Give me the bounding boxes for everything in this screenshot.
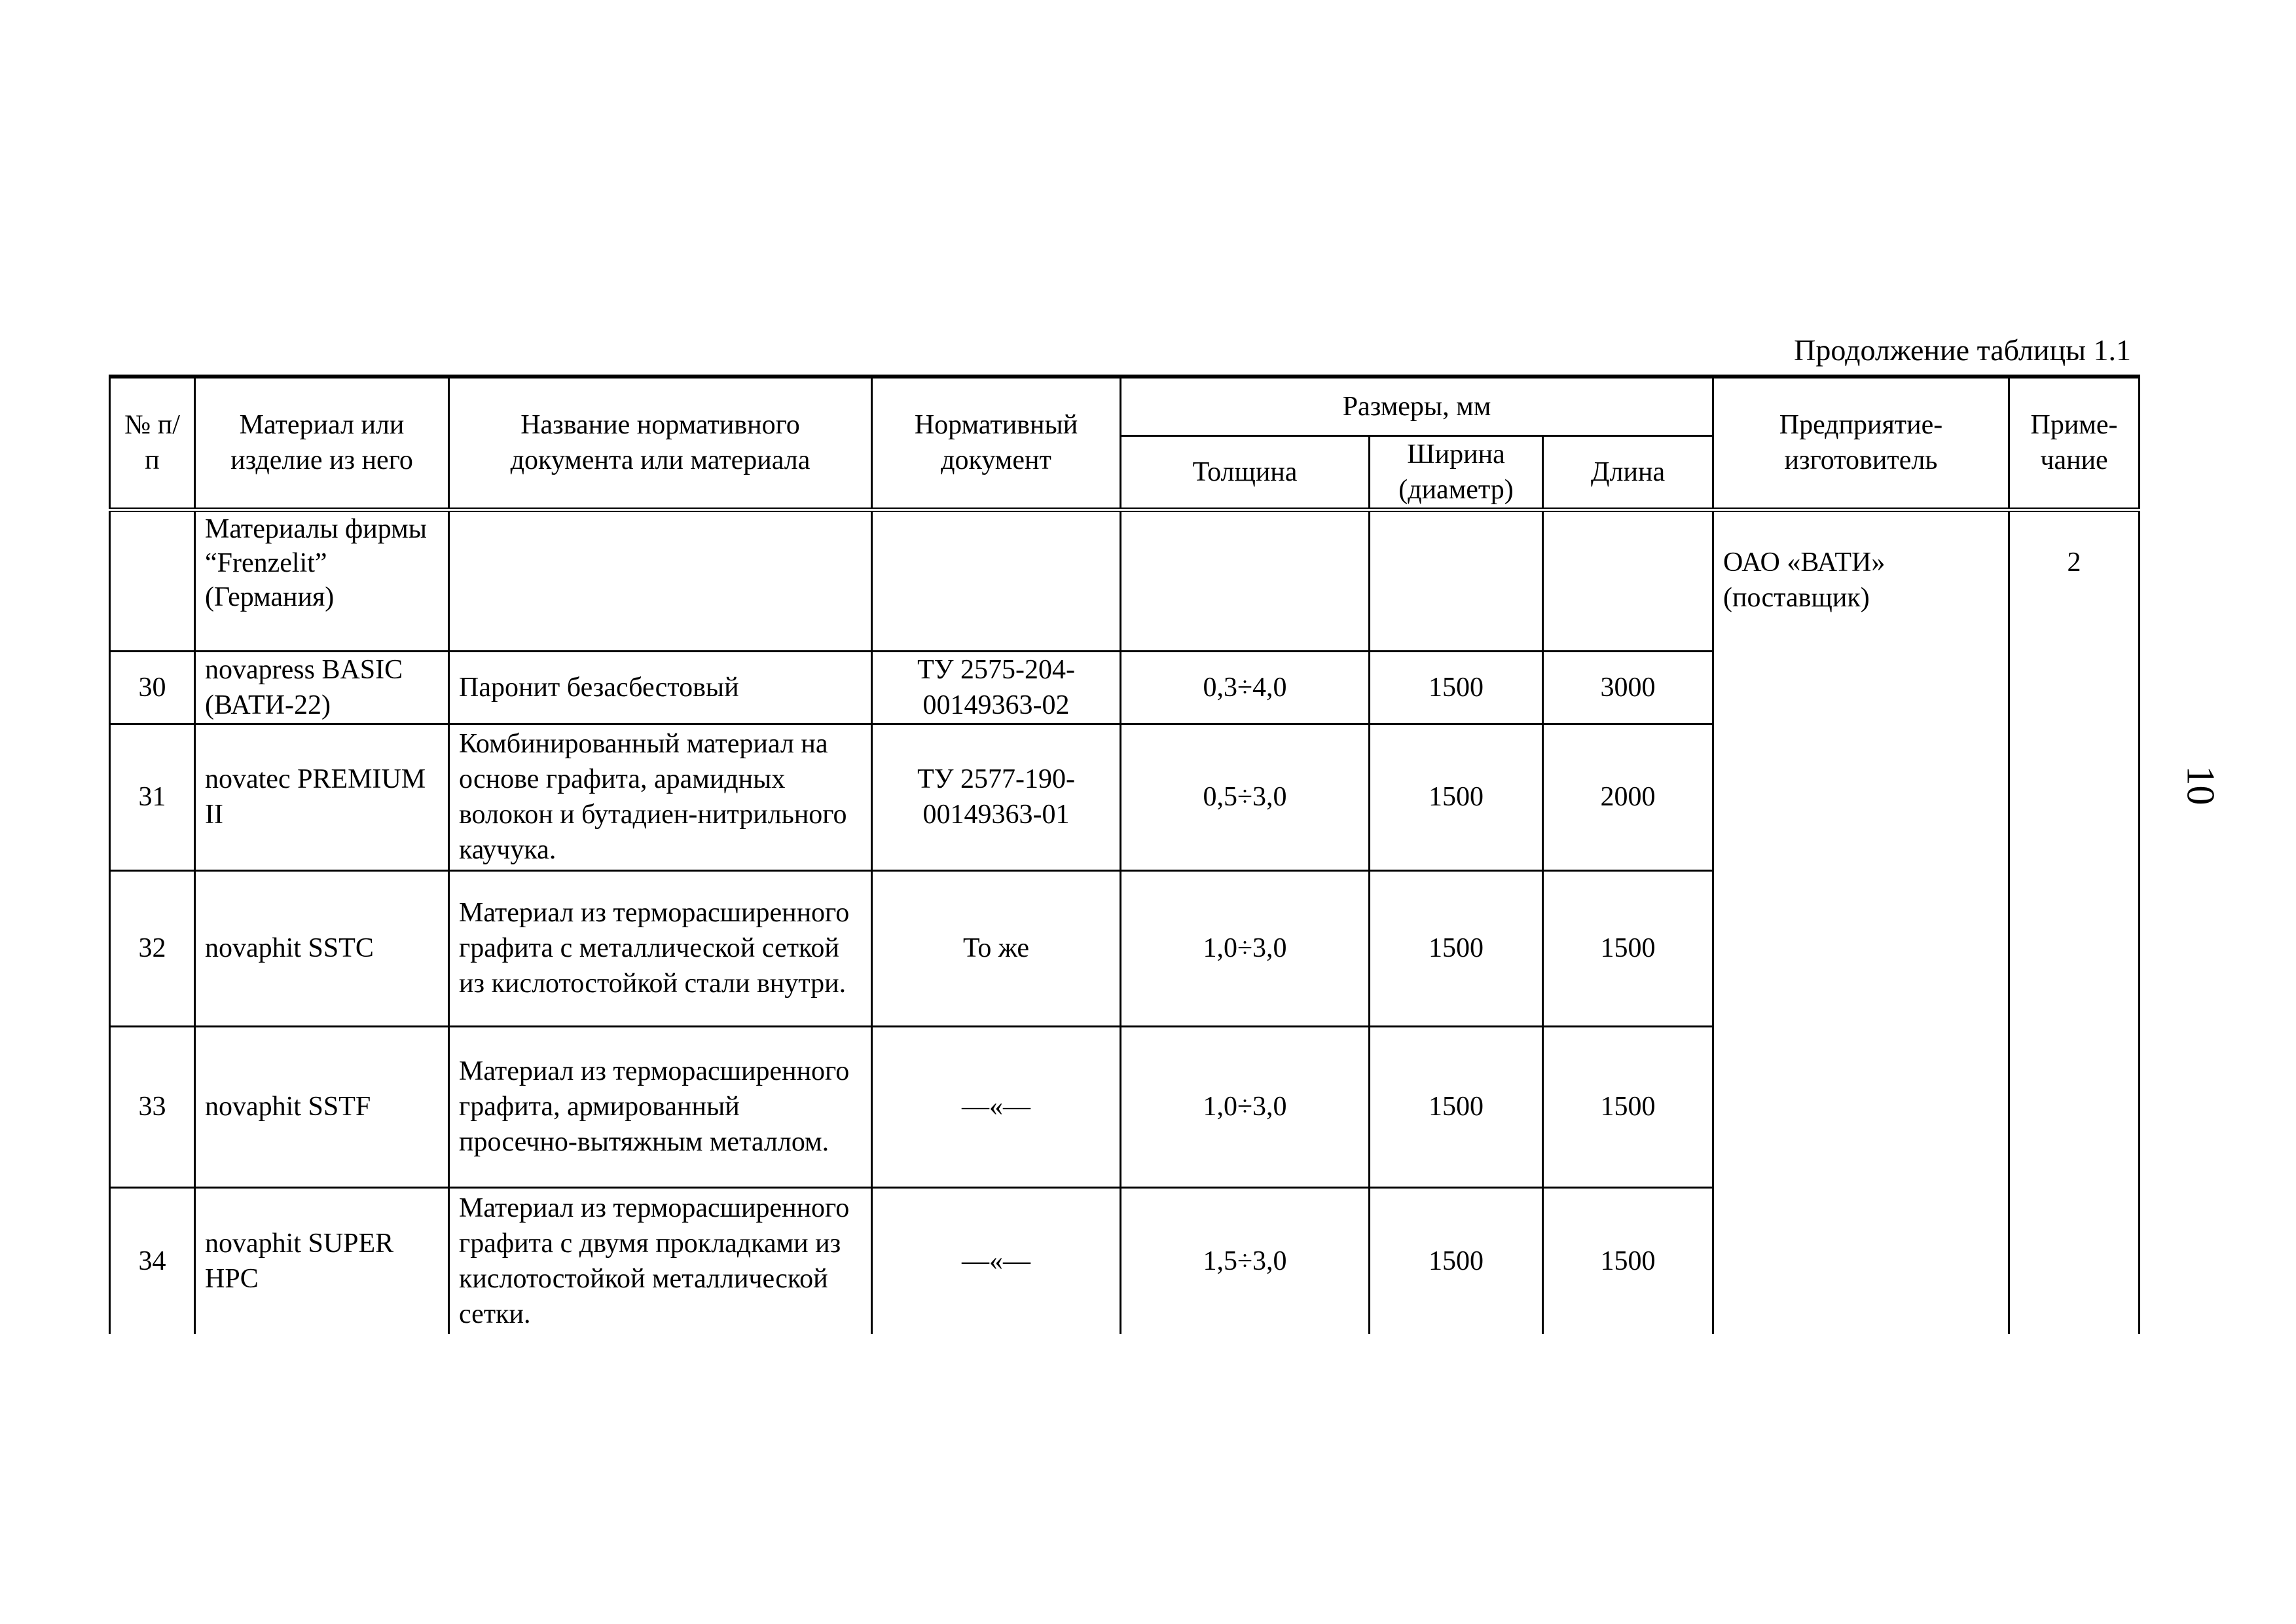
row-material: novapress BASIC (ВАТИ-22) (195, 651, 449, 724)
header-num: № п/п (110, 377, 195, 509)
row-thickness: 1,0÷3,0 (1121, 870, 1370, 1026)
header-width: Ширина (диаметр) (1370, 435, 1543, 509)
row-norm-doc: ТУ 2577-190-00149363-01 (872, 724, 1121, 870)
row-width: 1500 (1370, 724, 1543, 870)
row-material: novatec PREMIUM II (195, 724, 449, 870)
row-length: 2000 (1543, 724, 1713, 870)
row-material: novaphit SSTC (195, 870, 449, 1026)
row-thickness: 1,5÷3,0 (1121, 1187, 1370, 1334)
group-title: Материалы фирмы “Frenzelit” (Германия) (195, 509, 449, 651)
header-note: Приме-чание (2009, 377, 2140, 509)
row-num: 30 (110, 651, 195, 724)
row-doc-name: Материал из терморасширенного графита с металлической сеткой из кислотостойкой стали внутри. (449, 870, 872, 1026)
row-length: 3000 (1543, 651, 1713, 724)
row-length: 1500 (1543, 870, 1713, 1026)
materials-table (109, 375, 2140, 1334)
row-doc-name: Материал из терморасширенного графита, армированный просечно-вытяжным металлом. (449, 1026, 872, 1187)
row-thickness: 1,0÷3,0 (1121, 1026, 1370, 1187)
row-norm-doc: То же (872, 870, 1121, 1026)
page-number: 10 (2179, 766, 2223, 805)
row-norm-doc: —«— (872, 1026, 1121, 1187)
row-length: 1500 (1543, 1026, 1713, 1187)
header-manufacturer: Предприятие-изготовитель (1713, 377, 2009, 509)
header-norm-doc: Нормативный документ (872, 377, 1121, 509)
row-material: novaphit SUPER HPC (195, 1187, 449, 1334)
header-doc-name: Название нормативного документа или материала (449, 377, 872, 509)
row-num: 34 (110, 1187, 195, 1334)
row-width: 1500 (1370, 1187, 1543, 1334)
row-doc-name: Паронит безасбестовый (449, 651, 872, 724)
row-thickness: 0,3÷4,0 (1121, 651, 1370, 724)
header-sizes: Размеры, мм (1121, 377, 1713, 435)
row-width: 1500 (1370, 1026, 1543, 1187)
table-caption: Продолжение таблицы 1.1 (1794, 333, 2131, 367)
header-thickness: Толщина (1121, 435, 1370, 509)
note-cell: 2 (2009, 509, 2140, 1334)
row-doc-name: Комбинированный материал на основе графита, арамидных волокон и бутадиен-нитрильного каучука. (449, 724, 872, 870)
row-width: 1500 (1370, 870, 1543, 1026)
row-norm-doc: —«— (872, 1187, 1121, 1334)
row-num: 31 (110, 724, 195, 870)
row-thickness: 0,5÷3,0 (1121, 724, 1370, 870)
header-material: Материал или изделие из него (195, 377, 449, 509)
row-length: 1500 (1543, 1187, 1713, 1334)
manufacturer-cell: ОАО «ВАТИ» (поставщик) (1713, 509, 2009, 1334)
table-row-group (110, 509, 2140, 651)
row-num: 32 (110, 870, 195, 1026)
header-length: Длина (1543, 435, 1713, 509)
row-width: 1500 (1370, 651, 1543, 724)
row-material: novaphit SSTF (195, 1026, 449, 1187)
row-doc-name: Материал из терморасширенного графита с двумя прокладками из кислотостойкой металлической сетки. (449, 1187, 872, 1334)
row-norm-doc: ТУ 2575-204-00149363-02 (872, 651, 1121, 724)
row-num: 33 (110, 1026, 195, 1187)
